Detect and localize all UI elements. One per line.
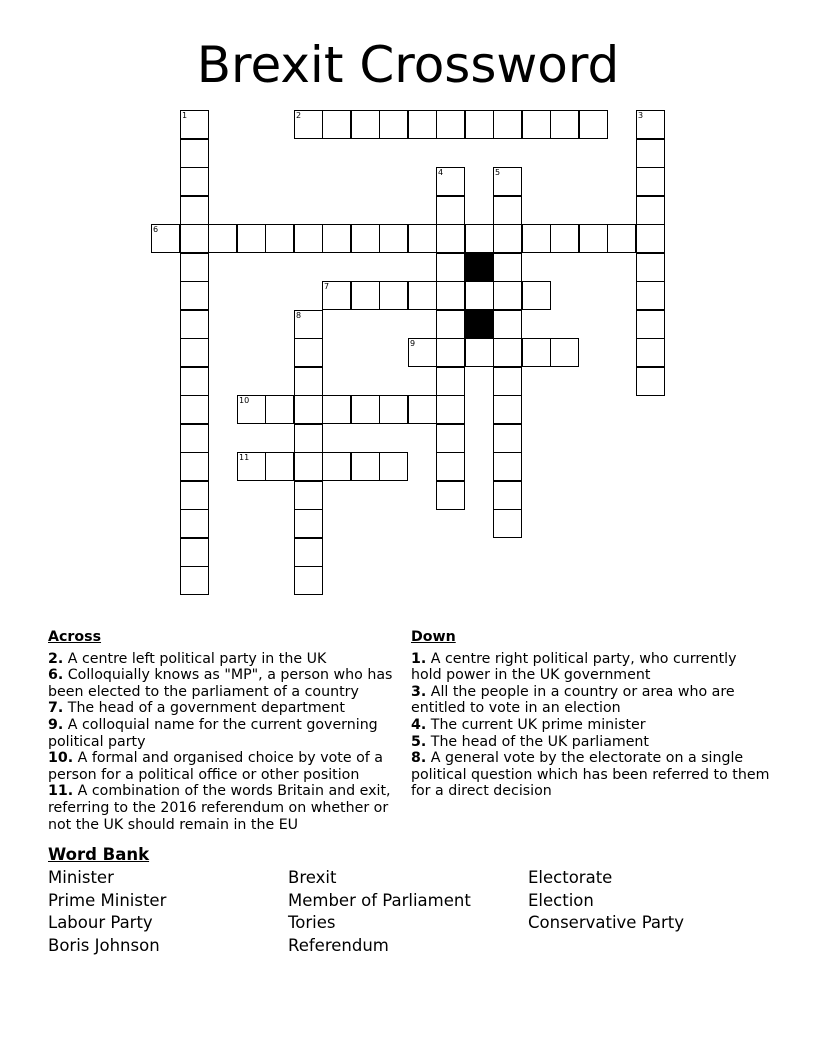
grid-cell[interactable] xyxy=(436,110,465,139)
grid-cell[interactable] xyxy=(607,224,636,253)
grid-cell[interactable] xyxy=(294,367,323,396)
grid-cell[interactable] xyxy=(636,224,665,253)
grid-cell[interactable] xyxy=(579,110,608,139)
grid-cell[interactable] xyxy=(180,281,209,310)
down-clue xyxy=(411,750,771,800)
clue-number: 7 xyxy=(324,282,330,291)
grid-cell[interactable] xyxy=(180,509,209,538)
grid-cell[interactable] xyxy=(351,224,380,253)
grid-cell[interactable] xyxy=(436,310,465,339)
word-bank-word: Labour Party xyxy=(48,913,153,932)
grid-cell[interactable] xyxy=(322,110,351,139)
across-clue xyxy=(48,700,398,717)
clue-number: 11 xyxy=(239,453,250,462)
grid-cell[interactable] xyxy=(465,110,494,139)
grid-cell[interactable] xyxy=(180,139,209,168)
grid-cell[interactable] xyxy=(237,224,266,253)
word-bank-word: Referendum xyxy=(288,935,389,955)
grid-cell[interactable] xyxy=(493,167,522,196)
grid-cell[interactable] xyxy=(465,338,494,367)
grid-cell[interactable] xyxy=(550,110,579,139)
grid-cell[interactable] xyxy=(493,509,522,538)
grid-cell[interactable] xyxy=(636,338,665,367)
clue-number: 10 xyxy=(239,396,250,405)
grid-cell[interactable] xyxy=(636,167,665,196)
grid-cell[interactable] xyxy=(180,452,209,481)
grid-cell[interactable] xyxy=(180,224,209,253)
grid-cell[interactable] xyxy=(180,110,209,139)
clue-number: 4 xyxy=(438,168,444,177)
across-clue xyxy=(48,651,398,668)
grid-cell[interactable] xyxy=(636,310,665,339)
clue-number: 1 xyxy=(182,111,188,120)
grid-cell[interactable] xyxy=(180,253,209,282)
grid-cell[interactable] xyxy=(436,452,465,481)
word-bank-word: Prime Minister xyxy=(48,890,167,910)
grid-cell[interactable] xyxy=(294,538,323,567)
grid-cell[interactable] xyxy=(351,281,380,310)
word-bank-word: Brexit xyxy=(288,868,337,887)
grid-cell[interactable] xyxy=(180,481,209,510)
grid-cell[interactable] xyxy=(408,224,437,253)
grid-cell[interactable] xyxy=(265,452,294,481)
grid-cell[interactable] xyxy=(436,196,465,225)
grid-cell[interactable] xyxy=(436,395,465,424)
clue-num: 6. xyxy=(48,667,64,684)
clue-text: A centre right political party, who currently hold power in the UK government xyxy=(411,650,737,684)
clue-text: The current UK prime minister xyxy=(426,716,646,733)
grid-cell[interactable] xyxy=(180,338,209,367)
across-clue xyxy=(48,667,398,700)
grid-cell[interactable] xyxy=(322,281,351,310)
grid-cell[interactable] xyxy=(379,224,408,253)
clue-text: A centre left political party in the UK xyxy=(63,650,327,667)
grid-cell[interactable] xyxy=(436,481,465,510)
grid-cell[interactable] xyxy=(550,224,579,253)
grid-cell[interactable] xyxy=(522,338,551,367)
grid-cell[interactable] xyxy=(522,110,551,139)
across-clues xyxy=(48,629,398,833)
clue-number: 8 xyxy=(296,311,302,320)
blocked-cell xyxy=(465,253,494,282)
grid-cell[interactable] xyxy=(294,452,323,481)
word-bank-word: Boris Johnson xyxy=(48,935,160,955)
page-title: Brexit Crossword xyxy=(196,36,620,94)
clue-num: 7. xyxy=(48,700,64,717)
grid-cell[interactable] xyxy=(322,452,351,481)
clue-text: All the people in a country or area who are entitled to vote in an election xyxy=(411,683,735,717)
grid-cell[interactable] xyxy=(294,338,323,367)
grid-cell[interactable] xyxy=(180,566,209,595)
grid-cell[interactable] xyxy=(294,395,323,424)
grid-cell[interactable] xyxy=(636,367,665,396)
grid-cell[interactable] xyxy=(436,224,465,253)
clue-num: 2. xyxy=(48,650,64,667)
grid-cell[interactable] xyxy=(436,338,465,367)
grid-cell[interactable] xyxy=(294,424,323,453)
grid-cell[interactable] xyxy=(522,281,551,310)
grid-cell[interactable] xyxy=(379,281,408,310)
down-clue-list xyxy=(411,651,771,800)
clue-num: 3. xyxy=(411,683,427,700)
clue-num: 5. xyxy=(411,733,427,750)
word-bank-heading: Word Bank xyxy=(48,845,150,864)
grid-cell[interactable] xyxy=(322,224,351,253)
across-clue xyxy=(48,783,398,833)
grid-cell[interactable] xyxy=(465,224,494,253)
word-bank-column xyxy=(288,867,518,957)
grid-cell[interactable] xyxy=(436,424,465,453)
grid-cell[interactable] xyxy=(265,224,294,253)
clue-number: 5 xyxy=(495,168,501,177)
clue-number: 2 xyxy=(296,111,302,120)
clue-number: 6 xyxy=(153,225,159,234)
word-bank-word: Member of Parliament xyxy=(288,890,471,910)
blocked-cell xyxy=(465,310,494,339)
grid-cell[interactable] xyxy=(351,110,380,139)
grid-cell[interactable] xyxy=(550,338,579,367)
grid-cell[interactable] xyxy=(579,224,608,253)
across-heading: Across xyxy=(48,629,102,645)
grid-cell[interactable] xyxy=(180,538,209,567)
grid-cell[interactable] xyxy=(180,424,209,453)
grid-cell[interactable] xyxy=(493,367,522,396)
clue-number: 3 xyxy=(638,111,644,120)
grid-cell[interactable] xyxy=(636,110,665,139)
grid-cell[interactable] xyxy=(294,310,323,339)
grid-cell[interactable] xyxy=(636,196,665,225)
word-bank-word: Tories xyxy=(288,913,336,932)
word-bank-column xyxy=(48,867,278,957)
clue-text: The head of a government department xyxy=(63,700,345,717)
grid-cell[interactable] xyxy=(294,509,323,538)
word-bank-word: Minister xyxy=(48,868,114,887)
grid-cell[interactable] xyxy=(180,395,209,424)
grid-cell[interactable] xyxy=(436,253,465,282)
word-bank-word: Electorate xyxy=(528,868,613,887)
grid-cell[interactable] xyxy=(493,424,522,453)
grid-cell[interactable] xyxy=(493,281,522,310)
clue-num: 10. xyxy=(48,750,74,767)
across-clue-list xyxy=(48,651,398,834)
grid-cell[interactable] xyxy=(180,167,209,196)
grid-cell[interactable] xyxy=(493,196,522,225)
grid-cell[interactable] xyxy=(180,310,209,339)
grid-cell[interactable] xyxy=(465,281,494,310)
down-clues xyxy=(411,629,771,800)
clue-number: 9 xyxy=(410,339,416,348)
grid-cell[interactable] xyxy=(493,338,522,367)
across-clue xyxy=(48,750,398,783)
clue-text: A general vote by the electorate on a single political question which has been referred to them for a direct decision xyxy=(411,750,770,800)
word-bank-word: Conservative Party xyxy=(528,913,685,932)
grid-cell[interactable] xyxy=(379,395,408,424)
grid-cell[interactable] xyxy=(436,367,465,396)
grid-cell[interactable] xyxy=(294,110,323,139)
grid-cell[interactable] xyxy=(294,224,323,253)
clue-text: A colloquial name for the current governing political party xyxy=(48,716,378,750)
grid-cell[interactable] xyxy=(493,110,522,139)
clue-text: A combination of the words Britain and exit, referring to the 2016 referendum on whether or not the UK should remain in the EU xyxy=(48,783,391,833)
clue-num: 4. xyxy=(411,716,427,733)
clue-num: 8. xyxy=(411,750,427,767)
grid-cell[interactable] xyxy=(180,367,209,396)
grid-cell[interactable] xyxy=(493,253,522,282)
word-bank-column xyxy=(528,867,758,935)
grid-cell[interactable] xyxy=(493,310,522,339)
grid-cell[interactable] xyxy=(237,452,266,481)
grid-cell[interactable] xyxy=(493,481,522,510)
grid-cell[interactable] xyxy=(351,452,380,481)
down-clue xyxy=(411,651,771,684)
grid-cell[interactable] xyxy=(294,481,323,510)
clue-num: 9. xyxy=(48,716,64,733)
clue-text: Colloquially knows as "MP", a person who has been elected to the parliament of a country xyxy=(48,667,393,700)
grid-cell[interactable] xyxy=(436,281,465,310)
grid-cell[interactable] xyxy=(636,281,665,310)
grid-cell[interactable] xyxy=(151,224,180,253)
grid-cell[interactable] xyxy=(208,224,237,253)
word-bank-word: Election xyxy=(528,890,594,910)
grid-cell[interactable] xyxy=(237,395,266,424)
grid-cell[interactable] xyxy=(408,281,437,310)
grid-cell[interactable] xyxy=(493,395,522,424)
clue-text: A formal and organised choice by vote of a person for a political office or other position xyxy=(48,750,383,783)
down-clue xyxy=(411,684,771,717)
down-clue xyxy=(411,734,771,751)
grid-cell[interactable] xyxy=(636,139,665,168)
grid-cell[interactable] xyxy=(322,395,351,424)
grid-cell[interactable] xyxy=(408,110,437,139)
grid-cell[interactable] xyxy=(436,167,465,196)
grid-cell[interactable] xyxy=(379,110,408,139)
down-clue xyxy=(411,717,771,734)
grid-cell[interactable] xyxy=(408,338,437,367)
clue-num: 11. xyxy=(48,783,74,800)
grid-cell[interactable] xyxy=(408,395,437,424)
grid-cell[interactable] xyxy=(294,566,323,595)
clue-text: The head of the UK parliament xyxy=(426,733,649,750)
down-heading: Down xyxy=(411,629,456,645)
grid-cell[interactable] xyxy=(351,395,380,424)
grid-cell[interactable] xyxy=(265,395,294,424)
across-clue xyxy=(48,717,398,750)
grid-cell[interactable] xyxy=(493,224,522,253)
grid-cell[interactable] xyxy=(493,452,522,481)
grid-cell[interactable] xyxy=(522,224,551,253)
grid-cell[interactable] xyxy=(636,253,665,282)
clue-num: 1. xyxy=(411,650,427,667)
grid-cell[interactable] xyxy=(180,196,209,225)
grid-cell[interactable] xyxy=(379,452,408,481)
